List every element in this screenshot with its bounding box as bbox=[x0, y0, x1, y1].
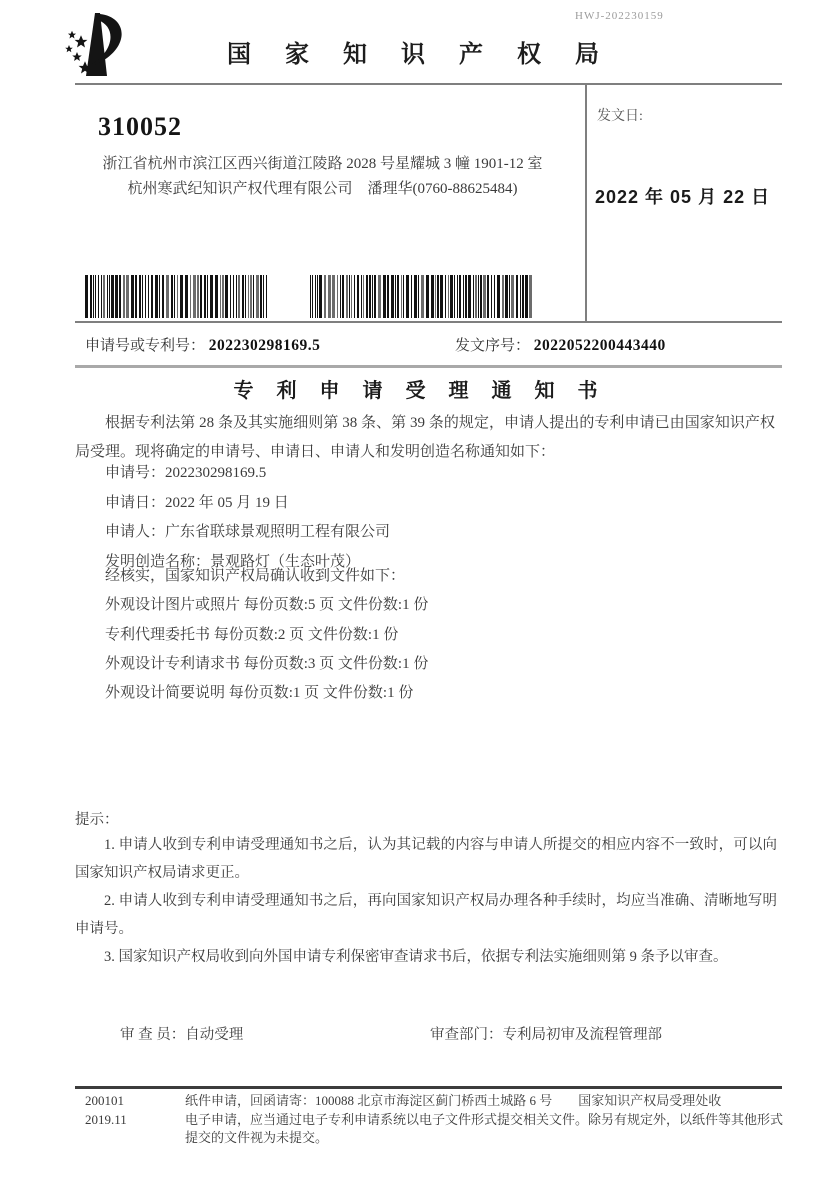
serial-number-value: 2022052200443440 bbox=[533, 337, 666, 354]
footer-text: 纸件申请，回函请寄：100088 北京市海淀区蓟门桥西土城路 6 号 国家知识产权局受理处收 bbox=[185, 1093, 722, 1108]
footer-code: 200101 bbox=[85, 1093, 124, 1108]
received-file-item: 外观设计图片或照片 每份页数:5 页 文件份数:1 份 bbox=[105, 597, 429, 614]
address-line1: 浙江省杭州市滨江区西兴街道江陵路 2028 号星耀城 3 幢 1901-12 室 bbox=[102, 156, 543, 172]
detail-label: 申请号： bbox=[105, 465, 166, 481]
intro-paragraph: 根据专利法第 28 条及其实施细则第 38 条、第 39 条的规定，申请人提出的专利申请已由国家知识产权局受理。现将确定的申请号、申请日、申请人和发明创造名称通知如下： bbox=[75, 415, 775, 460]
detail-value: 广东省联球景观照明工程有限公司 bbox=[165, 524, 391, 540]
divider-vertical bbox=[585, 84, 587, 321]
footer-code: 2019.11 bbox=[85, 1111, 127, 1127]
tips-section bbox=[75, 831, 777, 971]
examiner-value: 自动受理 bbox=[185, 1027, 244, 1043]
department-value: 专利局初审及流程管理部 bbox=[502, 1027, 662, 1043]
received-file-item: 外观设计简要说明 每份页数:1 页 文件份数:1 份 bbox=[105, 685, 414, 702]
received-file-item: 专利代理委托书 每份页数:2 页 文件份数:1 份 bbox=[105, 626, 399, 643]
examiner-label: 审 查 员： bbox=[120, 1027, 186, 1043]
serial-number-row bbox=[455, 334, 666, 355]
tips-label: 提示： bbox=[75, 812, 119, 828]
tip-item: 2. 申请人收到专利申请受理通知书之后，再向国家知识产权局办理各种手续时，均应当准确、清晰地写明申请号。 bbox=[75, 893, 777, 937]
postal-code: 310052 bbox=[98, 112, 182, 141]
tip-item: 1. 申请人收到专利申请受理通知书之后，认为其记载的内容与申请人所提交的相应内容不一致时，可以向国家知识产权局请求更正。 bbox=[75, 837, 777, 881]
detail-value: 景观路灯（生态叶茂） bbox=[210, 553, 361, 570]
divider-footer bbox=[75, 1086, 782, 1089]
detail-applicant bbox=[105, 518, 390, 548]
received-intro: 经核实，国家知识产权局确认收到文件如下： bbox=[105, 568, 406, 584]
addressee-block bbox=[80, 152, 565, 202]
serial-number-label: 发文序号： bbox=[455, 338, 531, 354]
detail-application-no bbox=[105, 459, 390, 489]
divider-notice bbox=[75, 365, 782, 368]
divider-mid bbox=[75, 321, 782, 323]
detail-label: 发明创造名称： bbox=[105, 553, 211, 570]
footer-notes bbox=[85, 1092, 785, 1148]
tip-item: 3. 国家知识产权局收到向外国申请专利保密审查请求书后，依据专利法实施细则第 9 条予以审查。 bbox=[104, 949, 728, 965]
application-number-label: 申请号或专利号： bbox=[85, 338, 206, 354]
application-number-value: 202230298169.5 bbox=[208, 337, 321, 354]
footer-text: 电子申请，应当通过电子专利申请系统以电子文件形式提交相关文件。除另有规定外，以纸件等其他形式提交的文件视为未提交。 bbox=[185, 1111, 784, 1145]
department-row bbox=[430, 1023, 662, 1044]
department-label: 审查部门： bbox=[430, 1027, 503, 1043]
detail-value: 2022 年 05 月 19 日 bbox=[165, 494, 289, 511]
issue-date-label: 发文日: bbox=[597, 109, 643, 124]
application-details bbox=[105, 459, 390, 577]
detail-label: 申请人： bbox=[105, 524, 166, 540]
received-file-item: 外观设计专利请求书 每份页数:3 页 文件份数:1 份 bbox=[105, 655, 429, 672]
detail-label: 申请日： bbox=[105, 494, 166, 511]
barcode-serial bbox=[310, 275, 538, 318]
divider-top bbox=[75, 83, 782, 85]
application-number-row bbox=[85, 334, 320, 355]
detail-value: 202230298169.5 bbox=[165, 465, 267, 481]
notice-title: 专 利 申 请 受 理 通 知 书 bbox=[233, 380, 607, 402]
barcode-application bbox=[85, 275, 273, 318]
reference-number: HWJ-202230159 bbox=[575, 10, 664, 22]
received-files-section bbox=[105, 562, 428, 708]
agency-title: 国 家 知 识 产 权 局 bbox=[227, 42, 613, 68]
detail-application-date bbox=[105, 489, 390, 519]
footer-row-paper bbox=[85, 1092, 785, 1111]
address-line2: 杭州寒武纪知识产权代理有限公司 潘理华(0760-88625484) bbox=[127, 181, 518, 197]
footer-row-electronic bbox=[85, 1111, 785, 1148]
examiner-row bbox=[120, 1023, 243, 1044]
issue-date-value: 2022 年 05 月 22 日 bbox=[595, 187, 771, 207]
